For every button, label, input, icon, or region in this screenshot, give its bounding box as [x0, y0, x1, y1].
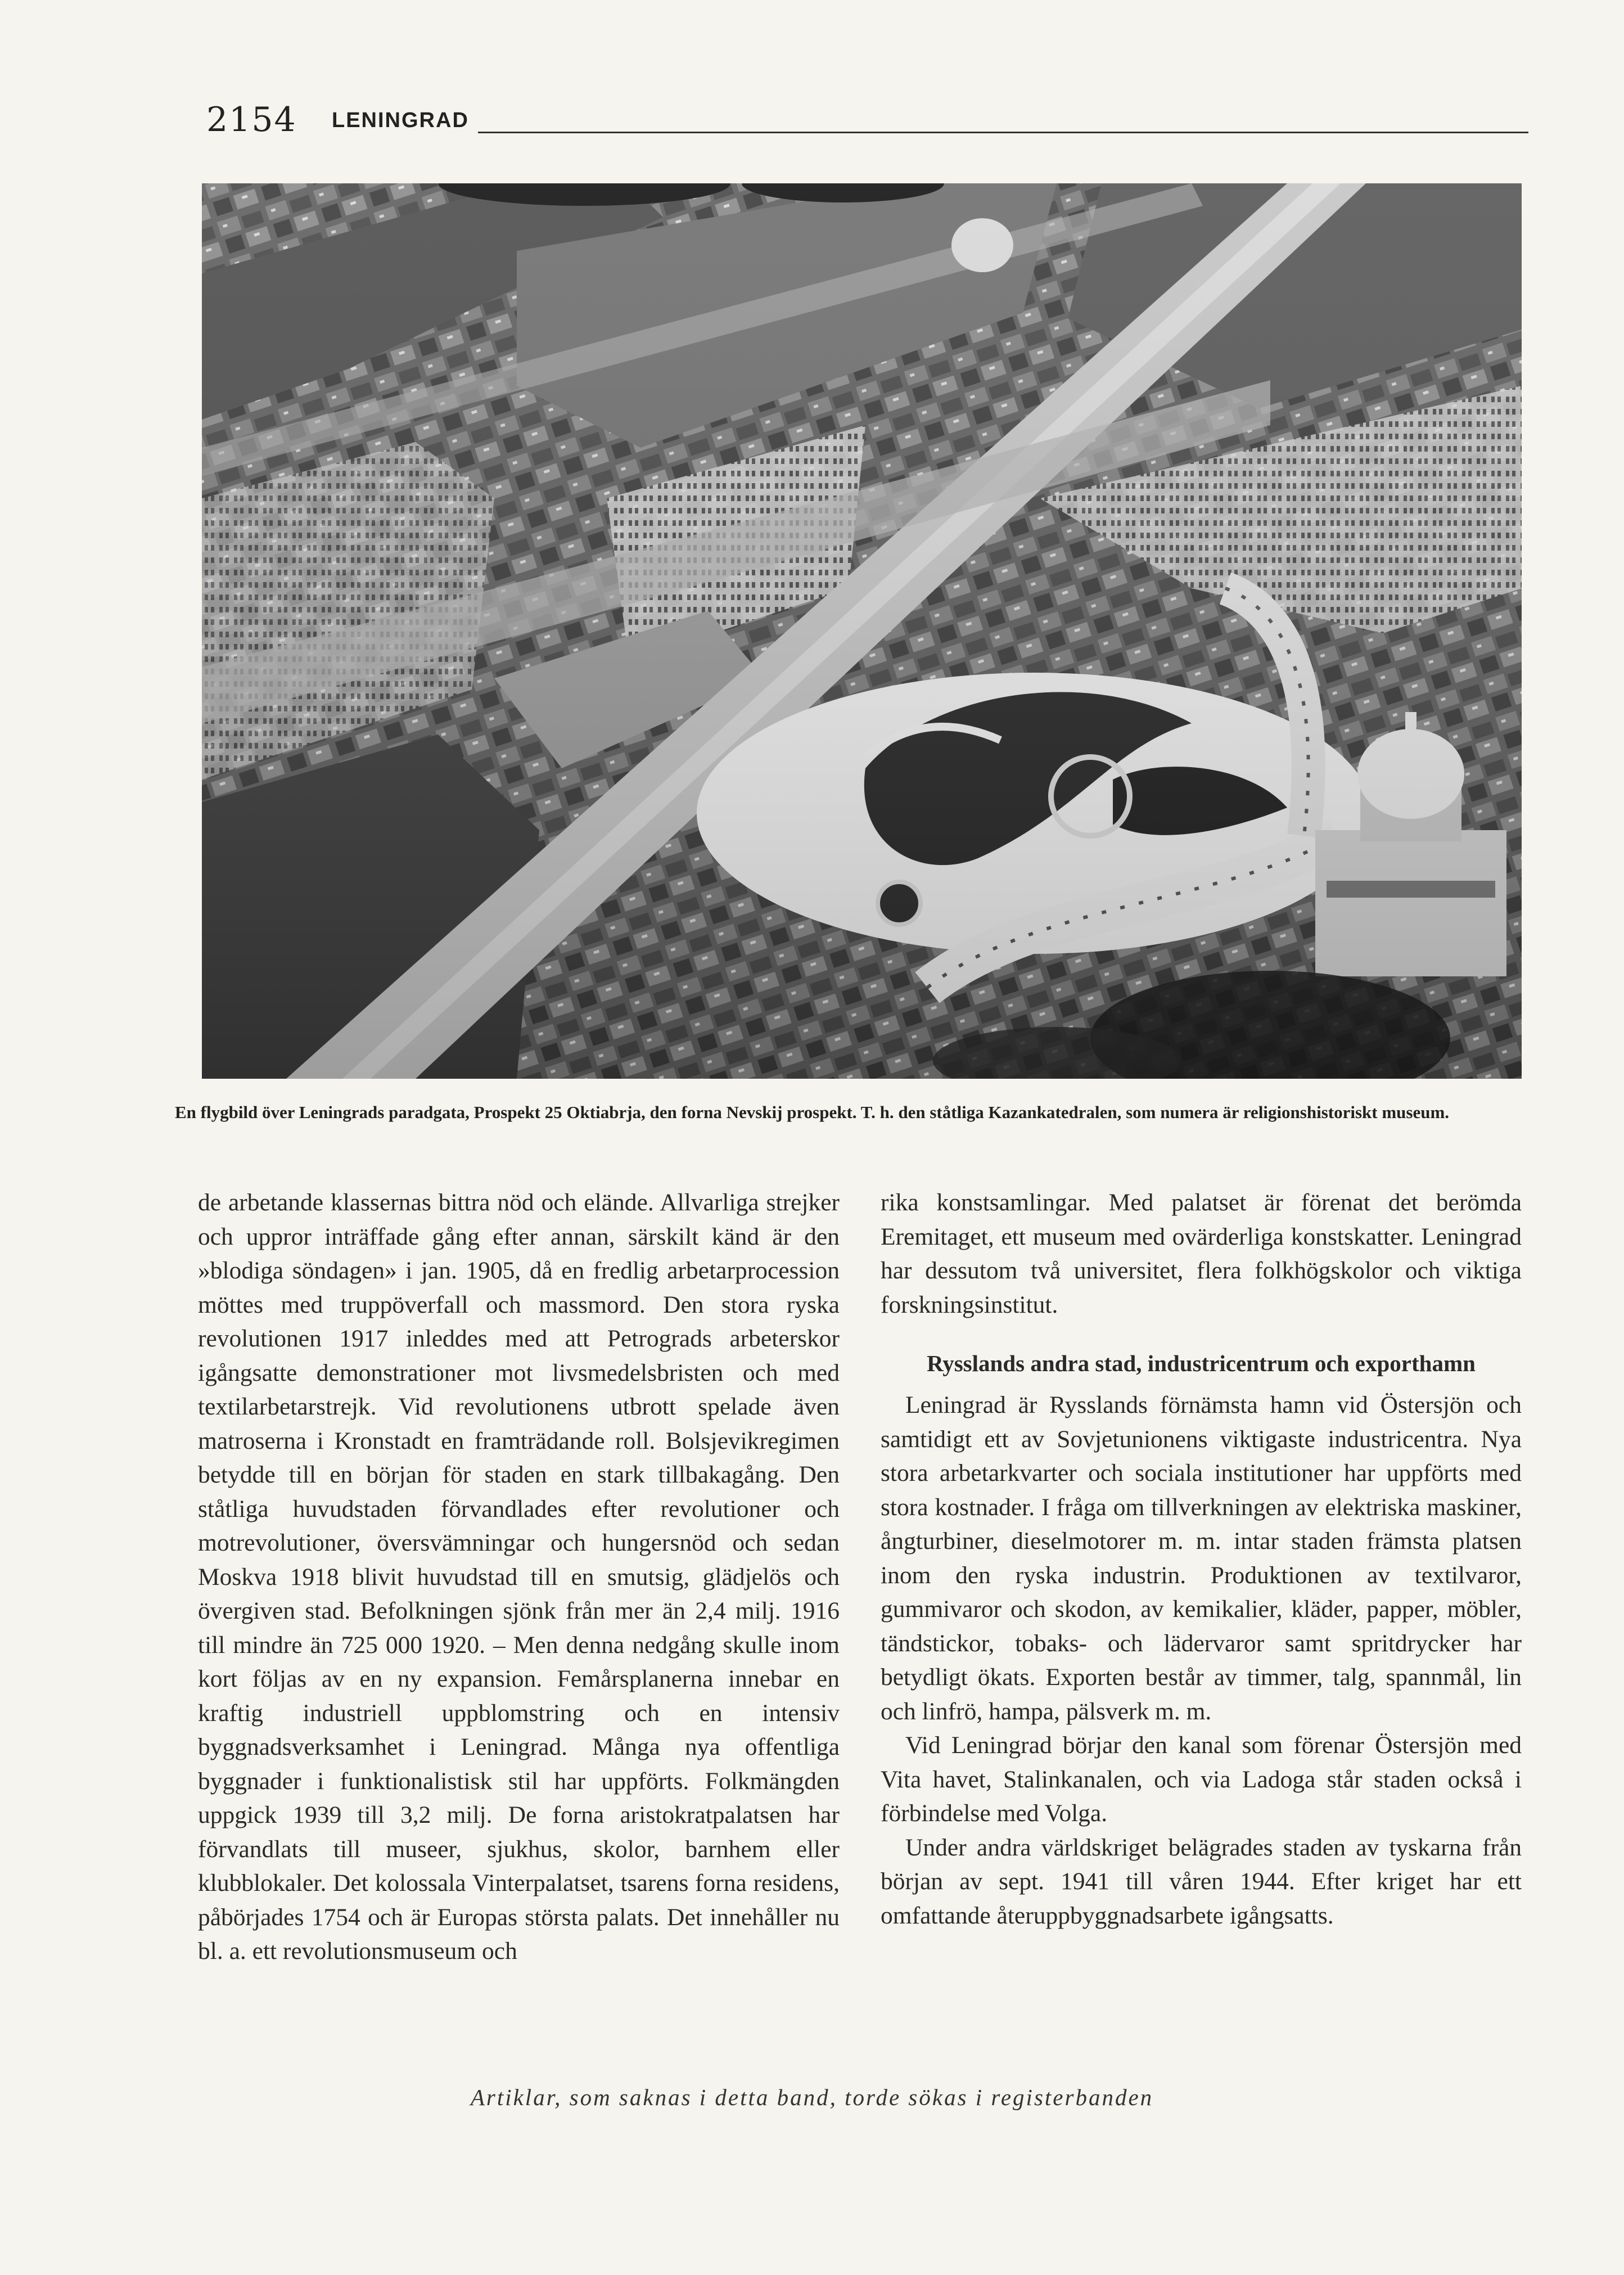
body-column-right [881, 1186, 1522, 1932]
footer-note: Artiklar, som saknas i detta band, torde sökas i registerbanden [470, 2084, 1154, 2110]
body-paragraph: Under andra världskriget belägrades staden av tyskarna från början av sept. 1941 till våren 1944. Efter kriget har ett omfattande återuppbyggnadsarbete igångsatts. [881, 1833, 1522, 1929]
aerial-photo [202, 183, 1522, 1079]
body-paragraph-continuation: rika konstsamlingar. Med palatset är förenat det berömda Eremitaget, ett museum med ovärderliga konstskatter. Leningrad har dessutom två universitet, flera folkhögskolor och viktiga forskningsinstitut. [881, 1189, 1522, 1318]
body-paragraph: Vid Leningrad börjar den kanal som förenar Östersjön med Vita havet, Stalinkanalen, och via Ladoga står staden också i förbindelse med Volga. [881, 1732, 1522, 1827]
section-heading: Rysslands andra stad, industricentrum och exporthamn [927, 1350, 1476, 1376]
header-rule [478, 132, 1528, 133]
body-paragraph: de arbetande klassernas bittra nöd och elände. Allvarliga strejker och uppror inträffade gång efter annan, särskilt känd är den »blodiga söndagen» i jan. 1905, då en fredlig arbetarprocession möttes med truppöverfall och massmord. Den stora ryska revolutionen 1917 inleddes med att Petrograds arbeterskor igångsatte demonstrationer mot livsmedelsbristen och med textilarbetarstrejk. Vid revolutionens utbrott spelade även matroserna i Kronstadt en framträdande roll. Bolsjevikregimen betydde till en början för staden en stark tillbakagång. Den ståtliga huvudstaden förvandlades efter revolutioner och motrevolutioner, översvämningar och hungersnöd och sedan Moskva 1918 blivit huvudstad till en smutsig, glädjelös och övergiven stad. Befolkningen sjönk från mer än 2,4 milj. 1916 till mindre än 725 000 1920. – Men denna nedgång skulle inom kort följas av en ny expansion. Femårsplanerna innebar en kraftig industriell uppblomstring och en intensiv byggnadsverksamhet i Leningrad. Många nya offentliga byggnader i funktionalistisk stil har uppförts. Folkmängden uppgick 1939 till 3,2 milj. De forna aristokratpalatsen har förvandlats till museer, sjukhus, skolor, barnhem eller klubblokaler. Det kolossala Vinterpalatset, tsarens forna residens, påbörjades 1754 och är Europas största palats. Det innehåller nu bl. a. ett revolutionsmuseum och [198, 1189, 840, 1965]
figure-caption: En flygbild över Leningrads paradgata, Prospekt 25 Oktiabrja, den forna Nevskij prospekt. T. h. den ståtliga Kazankatedralen, som numera är religionshistoriskt museum. [174, 1102, 1450, 1122]
body-paragraph: Leningrad är Rysslands förnämsta hamn vid Östersjön och samtidigt ett av Sovjetunionens viktigaste industricentra. Nya stora arbetarkvarter och sociala institutioner har uppförts med stora kostnader. I fråga om tillverkningen av elektriska maskiner, ångturbiner, dieselmotorer m. m. intar staden främsta platsen inom den ryska industrin. Produktionen av textilvaror, gummivaror och skodon, av kemikalier, kläder, papper, möbler, tändstickor, tobaks- och lädervaror samt spritdrycker har betydligt ökats. Exporten består av timmer, talg, spannmål, lin och linfrö, hampa, pälsverk m. m. [881, 1391, 1522, 1725]
page-number: 2154 [206, 100, 297, 139]
running-head: LENINGRAD [332, 109, 469, 132]
body-column-left [198, 1186, 840, 1968]
